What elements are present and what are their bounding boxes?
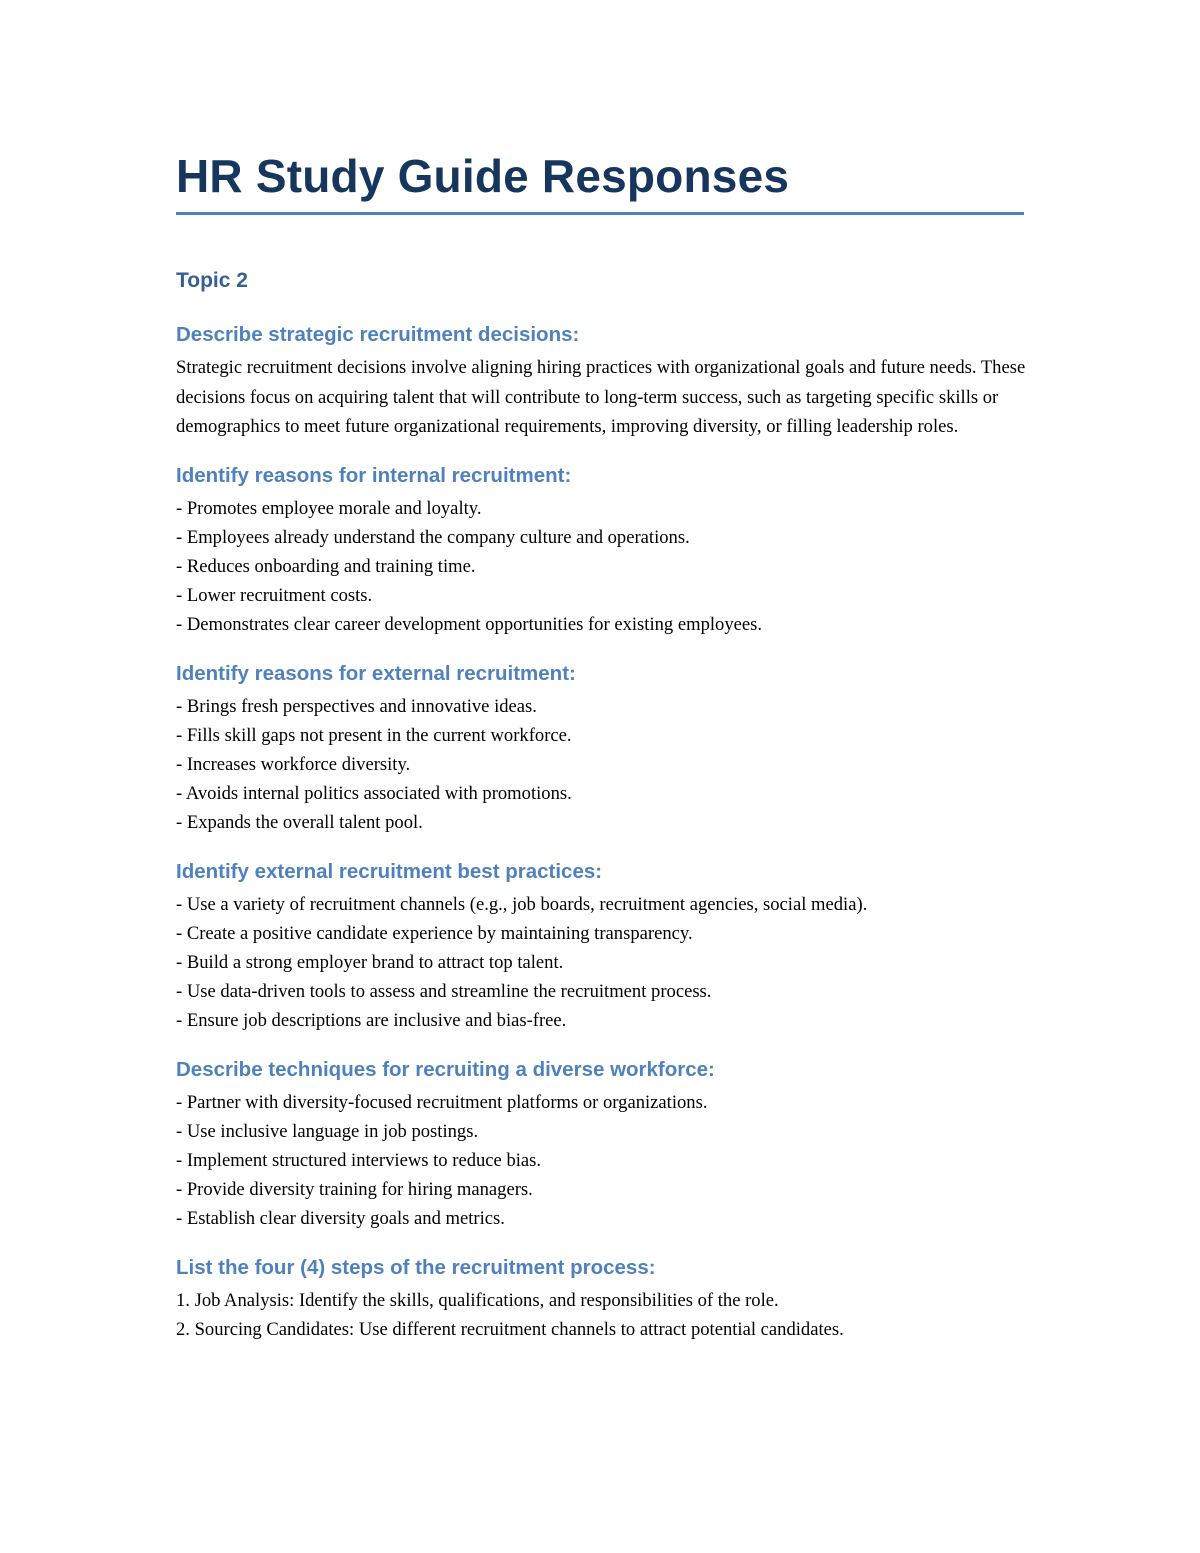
list-item: - Employees already understand the company culture and operations. (176, 526, 690, 548)
document-title: HR Study Guide Responses (176, 150, 790, 202)
section-external-recruitment (176, 660, 1026, 838)
section-heading: Describe techniques for recruiting a diverse workforce: (176, 1057, 715, 1081)
list-item: - Provide diversity training for hiring managers. (176, 1179, 533, 1201)
section-diverse-workforce (176, 1056, 1026, 1234)
list-item: - Ensure job descriptions are inclusive and bias-free. (176, 1010, 567, 1032)
list-item: - Promotes employee morale and loyalty. (176, 497, 482, 519)
list-item: - Increases workforce diversity. (176, 753, 411, 775)
section-heading: Identify reasons for internal recruitment: (176, 463, 572, 487)
list-item: 1. Job Analysis: Identify the skills, qualifications, and responsibilities of the role. (176, 1289, 779, 1311)
list-item: - Partner with diversity-focused recruitment platforms or organizations. (176, 1091, 708, 1113)
list-item: 2. Sourcing Candidates: Use different recruitment channels to attract potential candidates. (176, 1318, 844, 1340)
list-item: - Build a strong employer brand to attract top talent. (176, 951, 564, 973)
section-internal-recruitment (176, 462, 1026, 640)
list-item: - Reduces onboarding and training time. (176, 555, 476, 577)
section-heading: List the four (4) steps of the recruitment process: (176, 1255, 656, 1279)
section-paragraph: Strategic recruitment decisions involve aligning hiring practices with organizational goals and future needs. These decisions focus on acquiring talent that will contribute to long-term success, such as targeting specific skills or demographics to meet future organizational requirements, improving diversity, or filling leadership roles. (176, 357, 1026, 437)
section-best-practices (176, 858, 1026, 1036)
list-item: - Use data-driven tools to assess and streamline the recruitment process. (176, 981, 712, 1003)
document-page (176, 146, 1026, 1344)
bullet-list (176, 1088, 1026, 1234)
section-strategic-recruitment (176, 321, 1026, 442)
section-recruitment-steps (176, 1254, 1026, 1344)
bullet-list (176, 890, 1026, 1036)
list-item: - Use inclusive language in job postings. (176, 1120, 479, 1142)
list-item: - Brings fresh perspectives and innovative ideas. (176, 695, 537, 717)
topic-heading: Topic 2 (176, 269, 248, 292)
list-item: - Demonstrates clear career development opportunities for existing employees. (176, 614, 763, 636)
bullet-list (176, 494, 1026, 640)
list-item: - Establish clear diversity goals and metrics. (176, 1208, 505, 1230)
section-heading: Identify reasons for external recruitment: (176, 661, 576, 685)
section-heading: Identify external recruitment best practices: (176, 859, 603, 883)
list-item: - Expands the overall talent pool. (176, 812, 423, 834)
list-item: - Create a positive candidate experience by maintaining transparency. (176, 922, 693, 944)
bullet-list (176, 692, 1026, 838)
list-item: - Implement structured interviews to reduce bias. (176, 1149, 542, 1171)
title-underline (176, 212, 1024, 215)
list-item: - Avoids internal politics associated with promotions. (176, 783, 572, 805)
section-heading: Describe strategic recruitment decisions: (176, 323, 580, 346)
list-item: - Lower recruitment costs. (176, 585, 373, 607)
list-item: - Fills skill gaps not present in the current workforce. (176, 724, 572, 746)
list-item: - Use a variety of recruitment channels (e.g., job boards, recruitment agencies, social media). (176, 893, 868, 915)
numbered-list (176, 1286, 1026, 1344)
